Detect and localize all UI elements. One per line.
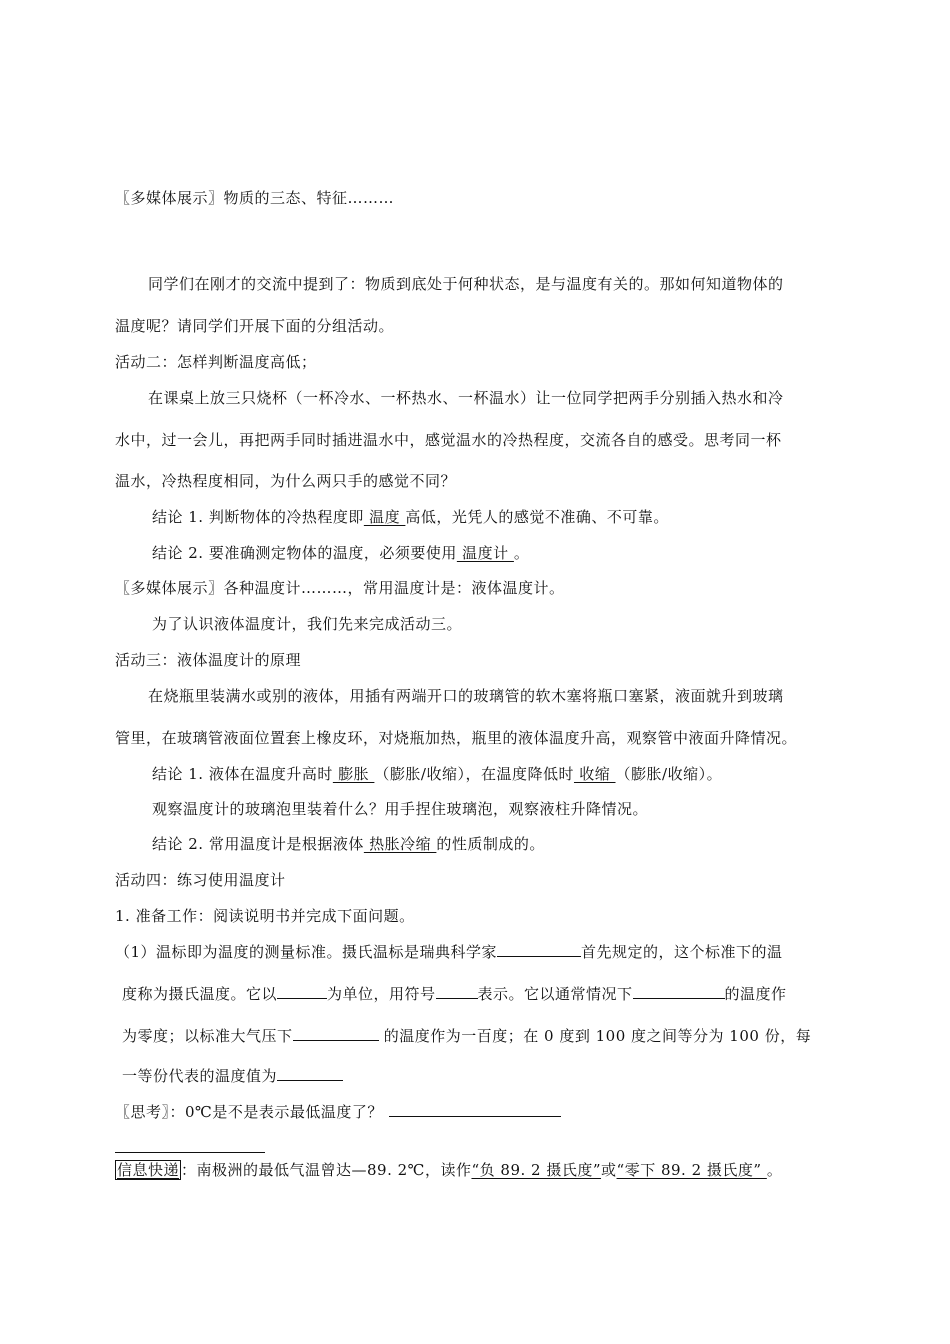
- think-question: [115, 1102, 561, 1122]
- activity3-paragraph-1: 在烧瓶里装满水或别的液体，用插有两端开口的玻璃管的软木塞将瓶口塞紧，液面就升到玻璃: [148, 687, 784, 705]
- conclusion-text: 结论 2. 常用温度计是根据液体: [152, 835, 364, 853]
- footnote-reading-1: “负 89. 2 摄氏度”: [471, 1161, 602, 1179]
- conclusion-text: （膨胀/收缩）。: [615, 765, 723, 783]
- fill-blank-symbol[interactable]: [436, 984, 478, 999]
- activity2-title: 活动二：怎样判断温度高低；: [115, 353, 317, 371]
- question-text: 为零度；以标准大气压下: [122, 1027, 293, 1045]
- conclusion-text: 结论 1. 判断物体的冷热程度即: [152, 508, 364, 526]
- activity4-preparation: 1. 准备工作：阅读说明书并完成下面问题。: [115, 907, 415, 925]
- activity2-conclusion-2: [152, 543, 529, 563]
- answer-thermal-expansion: 热胀冷缩: [363, 835, 437, 853]
- info-express-label: 信息快递: [117, 1161, 180, 1179]
- conclusion-text: 高低，光凭人的感觉不准确、不可靠。: [405, 508, 669, 526]
- footnote-reading-2: “零下 89. 2 摄氏度”: [616, 1161, 767, 1179]
- question-1-line-3: [122, 1026, 811, 1046]
- multimedia-display-2: 〖多媒体展示〗各种温度计………，常用温度计是：液体温度计。: [115, 579, 565, 597]
- question-1-line-2: [122, 984, 787, 1004]
- fill-blank-unit[interactable]: [277, 984, 327, 999]
- conclusion-text: 结论 1. 液体在温度升高时: [152, 765, 333, 783]
- activity2-conclusion-1: [152, 507, 669, 527]
- conclusion-text: 结论 2. 要准确测定物体的温度，必须要使用: [152, 544, 457, 562]
- intro-line-1: 同学们在刚才的交流中提到了：物质到底处于何种状态，是与温度有关的。那如何知道物体的: [148, 275, 784, 293]
- intro-line-2: 温度呢？请同学们开展下面的分组活动。: [115, 317, 395, 335]
- answer-expand: 膨胀: [332, 765, 375, 783]
- fill-blank-think[interactable]: [389, 1102, 561, 1117]
- footnote-text: 或: [601, 1161, 617, 1179]
- question-text: 为单位，用符号: [327, 985, 436, 1003]
- fill-blank-hundred-point[interactable]: [293, 1026, 379, 1041]
- fill-blank-degree-value[interactable]: [277, 1066, 343, 1081]
- conclusion-text: （膨胀/收缩），在温度降低时: [374, 765, 574, 783]
- answer-thermometer: 温度计: [456, 544, 514, 562]
- activity2-paragraph-3: 温水，冷热程度相同，为什么两只手的感觉不同？: [115, 472, 457, 490]
- activity3-conclusion-1: [152, 764, 722, 784]
- question-text: 度称为摄氏温度。它以: [122, 985, 278, 1003]
- answer-contract: 收缩: [573, 765, 616, 783]
- activity2-paragraph-2: 水中，过一会儿，再把两手同时插进温水中，感觉温水的冷热程度，交流各自的感受。思考同一杯: [115, 431, 782, 449]
- question-text: 〖思考〗：0℃是不是表示最低温度了？: [115, 1103, 383, 1121]
- fill-blank-zero-point[interactable]: [633, 984, 725, 999]
- question-text: 首先规定的，这个标准下的温: [581, 943, 783, 961]
- activity3-title: 活动三：液体温度计的原理: [115, 651, 302, 669]
- footnote: [115, 1160, 782, 1180]
- activity3-paragraph-2: 管里，在玻璃管液面位置套上橡皮环，对烧瓶加热，瓶里的液体温度升高，观察管中液面升降情况。: [115, 729, 798, 747]
- activity3-observe: 观察温度计的玻璃泡里装着什么？用手捏住玻璃泡，观察液柱升降情况。: [152, 800, 649, 818]
- multimedia-display-1: 〖多媒体展示〗物质的三态、特征………: [115, 189, 395, 207]
- activity2-paragraph-1: 在课桌上放三只烧杯（一杯冷水、一杯热水、一杯温水）让一位同学把两手分别插入热水和冷: [148, 389, 784, 407]
- footnote-text: ：南极洲的最低气温曾达—89. 2℃，读作: [181, 1161, 472, 1179]
- footnote-separator: [115, 1152, 265, 1153]
- question-1-line-4: [122, 1066, 343, 1086]
- question-text: 的温度作: [724, 985, 787, 1003]
- question-text: 一等份代表的温度值为: [122, 1067, 278, 1085]
- question-text: 表示。它以通常情况下: [477, 985, 633, 1003]
- answer-temperature: 温度: [363, 508, 406, 526]
- conclusion-text: 。: [513, 544, 530, 562]
- activity3-conclusion-2: [152, 834, 545, 854]
- question-text: 的温度作为一百度；在 0 度到 100 度之间等分为 100 份，每: [378, 1027, 812, 1045]
- footnote-text: 。: [766, 1161, 783, 1179]
- activity4-title: 活动四：练习使用温度计: [115, 871, 286, 889]
- question-text: （1）温标即为温度的测量标准。摄氏温标是瑞典科学家: [115, 943, 498, 961]
- question-1-line-1: [115, 942, 783, 962]
- activity3-lead: 为了认识液体温度计，我们先来完成活动三。: [152, 615, 463, 633]
- fill-blank-scientist[interactable]: [497, 942, 581, 957]
- conclusion-text: 的性质制成的。: [436, 835, 545, 853]
